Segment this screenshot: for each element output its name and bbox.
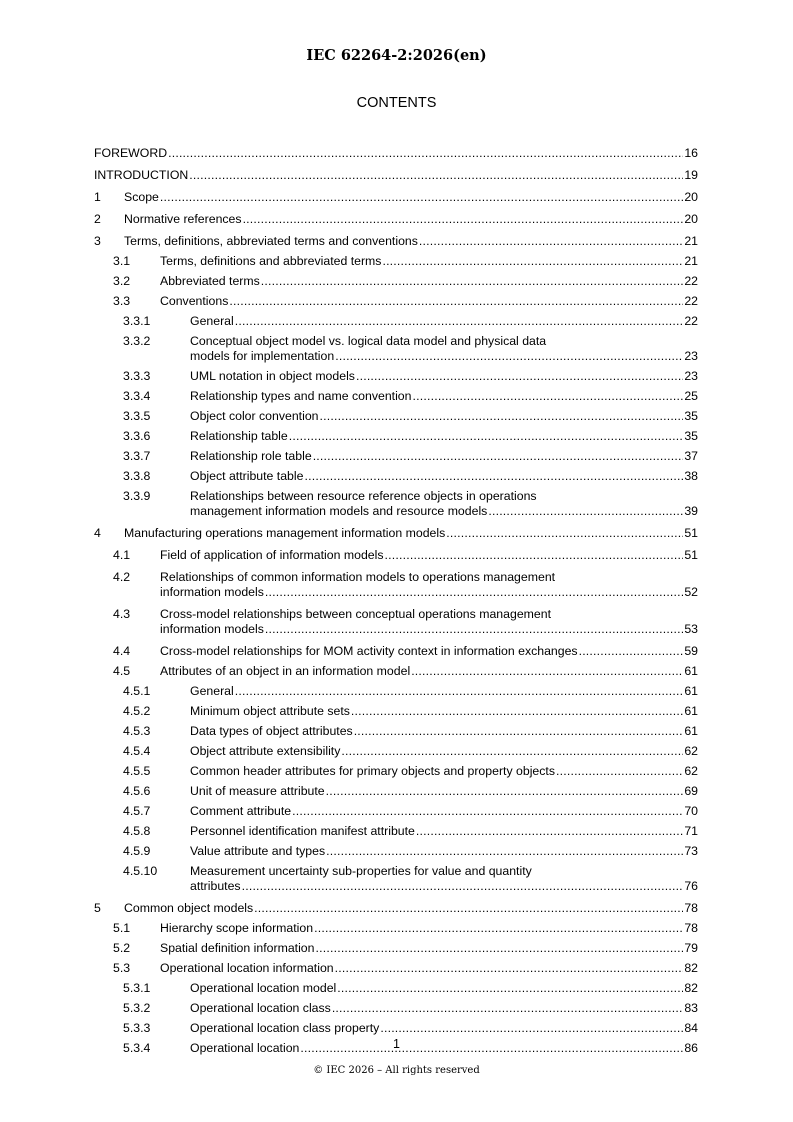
dot-leader	[382, 254, 683, 269]
toc-entry-number: 4.1	[113, 548, 131, 562]
dot-leader	[488, 504, 683, 519]
toc-entry-title: UML notation in object models	[190, 369, 355, 383]
toc-entry-number: 4.5.10	[123, 864, 158, 878]
dot-leader	[416, 824, 683, 839]
toc-entry-number: 3.3	[113, 294, 131, 308]
toc-entry-title: Operational location class property	[190, 1021, 380, 1035]
dot-leader	[292, 804, 683, 819]
toc-entry-page: 19	[684, 168, 698, 182]
toc-entry-page: 39	[684, 504, 698, 518]
toc-entry[interactable]	[94, 824, 698, 839]
toc-entry-number: 3.1	[113, 254, 131, 268]
toc-entry-page: 16	[684, 146, 698, 160]
toc-entry-number: 4.5.6	[123, 784, 151, 798]
dot-leader	[332, 1001, 684, 1016]
toc-entry-number: 5.3	[113, 961, 131, 975]
toc-entry[interactable]	[94, 961, 698, 976]
toc-entry-number: 5.1	[113, 921, 131, 935]
toc-entry-page: 82	[684, 961, 698, 975]
toc-entry-page: 23	[684, 349, 698, 363]
dot-leader	[413, 389, 684, 404]
toc-entry-page: 52	[684, 585, 698, 599]
toc-entry-title: Scope	[124, 190, 159, 204]
dot-leader	[316, 941, 684, 956]
toc-entry[interactable]	[94, 469, 698, 484]
toc-entry-number: 3.2	[113, 274, 131, 288]
toc-entry-title: Common object models	[124, 901, 254, 915]
toc-entry-page: 51	[684, 548, 698, 562]
dot-leader	[380, 1021, 683, 1036]
toc-entry[interactable]	[94, 389, 698, 404]
dot-leader	[556, 764, 683, 779]
toc-entry[interactable]	[94, 234, 698, 249]
toc-entry-title-line: Conceptual object model vs. logical data model and physical data	[190, 334, 547, 348]
toc-entry[interactable]	[94, 369, 698, 384]
toc-entry-number: 5.2	[113, 941, 131, 955]
toc-entry-number: 4.2	[113, 570, 131, 584]
toc-entry-number: 3.3.8	[123, 469, 151, 483]
dot-leader	[235, 314, 684, 329]
toc-entry[interactable]	[94, 764, 698, 779]
toc-entry[interactable]	[94, 664, 698, 679]
toc-entry-title: Conventions	[160, 294, 229, 308]
dot-leader	[356, 369, 683, 384]
toc-entry-number: 4.5.5	[123, 764, 151, 778]
toc-entry[interactable]	[94, 744, 698, 759]
toc-entry-title: Cross-model relationships for MOM activity context in information exchanges	[160, 644, 578, 658]
toc-entry[interactable]	[94, 607, 698, 637]
toc-entry-page: 22	[684, 294, 698, 308]
toc-entry-number: 4	[94, 526, 101, 540]
dot-leader	[385, 548, 684, 563]
toc-entry-page: 62	[684, 764, 698, 778]
toc-entry-number: 4.3	[113, 607, 131, 621]
toc-entry-number: 3.3.5	[123, 409, 151, 423]
dot-leader	[314, 921, 683, 936]
toc-entry-title: Attributes of an object in an information model	[160, 664, 411, 678]
toc-entry-title: attributes	[190, 879, 241, 893]
dot-leader	[351, 704, 683, 719]
toc-entry-title: Manufacturing operations management information models	[124, 526, 446, 540]
toc-entry[interactable]	[94, 704, 698, 719]
dot-leader	[579, 644, 684, 659]
toc-entry-number: 2	[94, 212, 101, 226]
toc-entry[interactable]	[94, 146, 698, 161]
toc-entry-page: 38	[684, 469, 698, 483]
toc-entry-page: 23	[684, 369, 698, 383]
dot-leader	[341, 744, 683, 759]
toc-entry-page: 20	[684, 190, 698, 204]
toc-entry-page: 53	[684, 622, 698, 636]
toc-entry[interactable]	[94, 274, 698, 289]
toc-entry-page: 21	[684, 254, 698, 268]
toc-entry-title: Value attribute and types	[190, 844, 326, 858]
toc-entry-page: 86	[684, 1041, 698, 1055]
toc-entry-page: 61	[684, 664, 698, 678]
toc-entry[interactable]	[94, 314, 698, 329]
toc-entry-title: Spatial definition information	[160, 941, 315, 955]
toc-entry[interactable]	[94, 1001, 698, 1016]
toc-entry[interactable]	[94, 449, 698, 464]
toc-entry-title: Comment attribute	[190, 804, 292, 818]
toc-entry[interactable]	[94, 684, 698, 699]
toc-entry-page: 22	[684, 314, 698, 328]
toc-entry-title: Object color convention	[190, 409, 319, 423]
toc-entry-number: 3	[94, 234, 101, 248]
toc-entry-number: 1	[94, 190, 101, 204]
dot-leader	[411, 664, 683, 679]
toc-entry[interactable]	[94, 429, 698, 444]
toc-entry-title: Relationship role table	[190, 449, 312, 463]
toc-entry-title-line: Measurement uncertainty sub-properties for value and quantity	[190, 864, 532, 878]
toc-entry-title: Personnel identification manifest attribute	[190, 824, 415, 838]
toc-entry-title: Operational location model	[190, 981, 337, 995]
dot-leader	[242, 879, 684, 894]
toc-entry-page: 35	[684, 409, 698, 423]
dot-leader	[446, 526, 683, 541]
toc-entry-number: 4.5.7	[123, 804, 151, 818]
page-number: 1	[393, 1037, 400, 1051]
toc-entry-page: 21	[684, 234, 698, 248]
toc-entry-title: Relationship table	[190, 429, 288, 443]
toc-entry-number: 5.3.3	[123, 1021, 151, 1035]
toc-entry-number: 3.3.1	[123, 314, 151, 328]
toc-entry-title: Operational location	[190, 1041, 300, 1055]
dot-leader	[313, 449, 684, 464]
copyright-notice: © IEC 2026 – All rights reserved	[313, 1065, 480, 1076]
toc-entry-title: Unit of measure attribute	[190, 784, 325, 798]
toc-entry-number: 4.5.1	[123, 684, 151, 698]
toc-entry-page: 25	[684, 389, 698, 403]
dot-leader	[243, 212, 684, 227]
toc-entry-page: 83	[684, 1001, 698, 1015]
toc-entry[interactable]	[94, 190, 698, 205]
toc-entry-title: Operational location information	[160, 961, 334, 975]
toc-entry[interactable]	[94, 901, 698, 916]
toc-entry-number: 4.5.8	[123, 824, 151, 838]
toc-entry[interactable]	[94, 489, 698, 519]
toc-entry-title-line: Cross-model relationships between conceptual operations management	[160, 607, 551, 621]
toc-entry-title: information models	[160, 622, 264, 636]
dot-leader	[254, 901, 683, 916]
dot-leader	[320, 409, 684, 424]
toc-entry-page: 61	[684, 704, 698, 718]
toc-entry-page: 79	[684, 941, 698, 955]
toc-entry[interactable]	[94, 844, 698, 859]
toc-entry-number: 3.3.7	[123, 449, 151, 463]
toc-entry-title: Hierarchy scope information	[160, 921, 314, 935]
toc-entry-page: 76	[684, 879, 698, 893]
toc-entry-page: 35	[684, 429, 698, 443]
dot-leader	[160, 190, 683, 205]
dot-leader	[265, 622, 683, 637]
toc-entry-title: Object attribute table	[190, 469, 304, 483]
toc-entry-page: 62	[684, 744, 698, 758]
toc-entry-title: Data types of object attributes	[190, 724, 353, 738]
dot-leader	[289, 429, 684, 444]
toc-entry[interactable]	[94, 526, 698, 541]
dot-leader	[304, 469, 683, 484]
toc-entry-title: INTRODUCTION	[94, 168, 189, 182]
toc-entry-page: 61	[684, 684, 698, 698]
toc-entry-title: Terms, definitions, abbreviated terms and conventions	[124, 234, 418, 248]
toc-entry-number: 5.3.1	[123, 981, 151, 995]
dot-leader	[229, 294, 683, 309]
toc-entry-number: 3.3.9	[123, 489, 151, 503]
toc-entry[interactable]	[94, 644, 698, 659]
toc-entry-number: 4.5	[113, 664, 131, 678]
toc-entry-title: FOREWORD	[94, 146, 168, 160]
toc-entry-number: 4.5.4	[123, 744, 151, 758]
toc-entry-title: Operational location class	[190, 1001, 331, 1015]
toc-entry-page: 51	[684, 526, 698, 540]
dot-leader	[235, 684, 684, 699]
toc-entry-number: 3.3.2	[123, 334, 151, 348]
toc-entry-title-line: Relationships between resource reference objects in operations	[190, 489, 537, 503]
toc-entry-page: 59	[684, 644, 698, 658]
toc-entry-page: 61	[684, 724, 698, 738]
toc-entry-title: Normative references	[124, 212, 242, 226]
dot-leader	[265, 585, 683, 600]
toc-entry[interactable]	[94, 724, 698, 739]
toc-entry-title: Object attribute extensibility	[190, 744, 341, 758]
toc-entry[interactable]	[94, 168, 698, 183]
toc-entry-page: 37	[684, 449, 698, 463]
toc-entry[interactable]	[94, 548, 698, 563]
toc-entry-number: 3.3.4	[123, 389, 151, 403]
toc-entry-page: 71	[684, 824, 698, 838]
toc-entry-number: 4.5.3	[123, 724, 151, 738]
toc-entry[interactable]	[94, 254, 698, 269]
toc-entry-title: Minimum object attribute sets	[190, 704, 350, 718]
toc-entry[interactable]	[94, 921, 698, 936]
toc-entry[interactable]	[94, 784, 698, 799]
dot-leader	[337, 981, 683, 996]
toc-entry-number: 5.3.4	[123, 1041, 151, 1055]
toc-entry-number: 5.3.2	[123, 1001, 151, 1015]
toc-entry[interactable]	[94, 570, 698, 600]
toc-entry-page: 69	[684, 784, 698, 798]
table-of-contents	[94, 146, 698, 1056]
dot-leader	[335, 349, 683, 364]
toc-entry-page: 84	[684, 1021, 698, 1035]
toc-entry[interactable]	[94, 804, 698, 819]
toc-entry-title: General	[190, 684, 234, 698]
toc-entry[interactable]	[94, 1021, 698, 1036]
toc-entry-page: 78	[684, 921, 698, 935]
toc-entry[interactable]	[94, 941, 698, 956]
toc-entry[interactable]	[94, 212, 698, 227]
toc-entry-page: 82	[684, 981, 698, 995]
toc-entry-title: Abbreviated terms	[160, 274, 260, 288]
toc-entry[interactable]	[94, 294, 698, 309]
toc-entry-title: information models	[160, 585, 264, 599]
page-title: CONTENTS	[356, 95, 437, 111]
toc-entry-page: 70	[684, 804, 698, 818]
toc-entry[interactable]	[94, 409, 698, 424]
toc-entry-title: Terms, definitions and abbreviated terms	[160, 254, 382, 268]
toc-entry-number: 4.4	[113, 644, 131, 658]
toc-entry-title-line: Relationships of common information models to operations management	[160, 570, 556, 584]
dot-leader	[419, 234, 683, 249]
dot-leader	[354, 724, 684, 739]
dot-leader	[326, 784, 684, 799]
dot-leader	[326, 844, 683, 859]
toc-entry-number: 3.3.6	[123, 429, 151, 443]
dot-leader	[335, 961, 684, 976]
toc-entry-title: management information models and resource models	[190, 504, 488, 518]
toc-entry-page: 73	[684, 844, 698, 858]
toc-entry-number: 4.5.2	[123, 704, 151, 718]
toc-entry-number: 3.3.3	[123, 369, 151, 383]
toc-entry-title: Common header attributes for primary objects and property objects	[190, 764, 555, 778]
toc-entry[interactable]	[94, 334, 698, 364]
dot-leader	[168, 146, 683, 161]
toc-entry-title: models for implementation	[190, 349, 335, 363]
toc-entry-page: 22	[684, 274, 698, 288]
toc-entry-title: General	[190, 314, 234, 328]
dot-leader	[189, 168, 683, 183]
toc-entry-title: Relationship types and name convention	[190, 389, 412, 403]
toc-entry-number: 5	[94, 901, 101, 915]
toc-entry[interactable]	[94, 981, 698, 996]
toc-entry-title: Field of application of information models	[160, 548, 384, 562]
document-header: IEC 62264-2:2026(en)	[306, 47, 487, 64]
dot-leader	[261, 274, 684, 289]
toc-entry-page: 20	[684, 212, 698, 226]
toc-entry-number: 4.5.9	[123, 844, 151, 858]
toc-entry-page: 78	[684, 901, 698, 915]
toc-entry[interactable]	[94, 864, 698, 894]
